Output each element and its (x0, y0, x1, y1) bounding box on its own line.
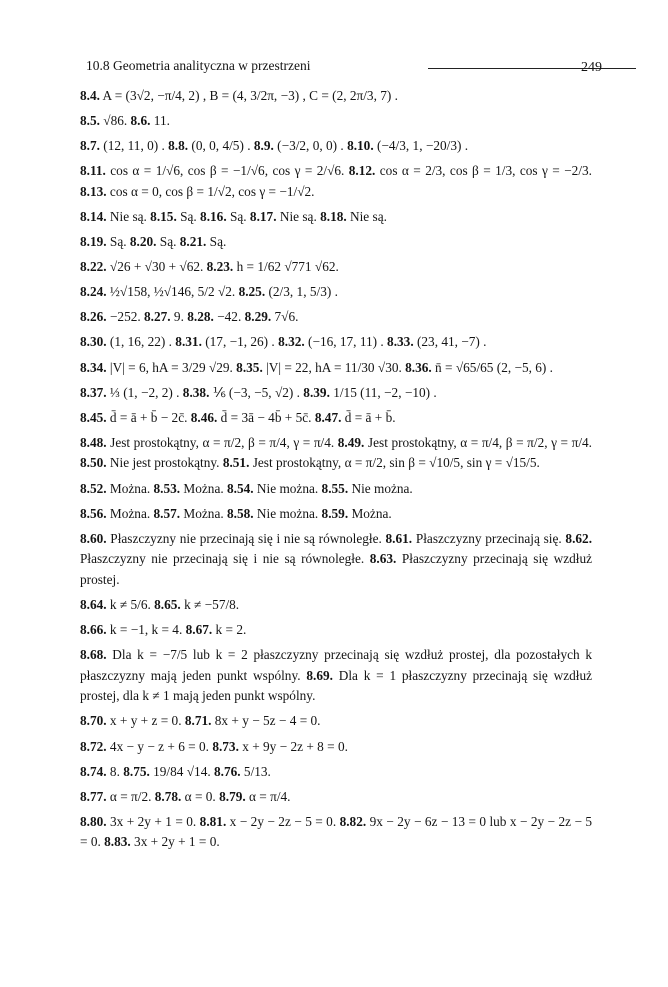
answer-paragraph: 8.72. 4x − y − z + 6 = 0. 8.73. x + 9y − 2z + 8 = 0. (80, 738, 348, 754)
answer-paragraph: 8.7. (12, 11, 0) . 8.8. (0, 0, 4/5) . 8.9. (−3/2, 0, 0) . 8.10. (−4/3, 1, −20/3) . (80, 138, 469, 154)
answer-paragraph: 8.60. Płaszczyzny nie przecinają się i nie są równoległe. 8.61. Płaszczyzny przecinają się. 8.62. Płaszczyzny nie przecinają się i nie są równoległe. 8.63. Płaszczyzny przecinają się wzdłuż prostej. (80, 530, 593, 587)
answers-list (80, 86, 592, 858)
answer-paragraph: 8.80. 3x + 2y + 1 = 0. 8.81. x − 2y − 2z − 5 = 0. 8.82. 9x − 2y − 6z − 13 = 0 lub x − 2y − 2z − 5 = 0. 8.83. 3x + 2y + 1 = 0. (80, 813, 593, 850)
header-rule (428, 68, 636, 69)
answer-paragraph: 8.19. Są. 8.20. Są. 8.21. Są. (80, 234, 227, 250)
answer-paragraph: 8.48. Jest prostokątny, α = π/2, β = π/4, γ = π/4. 8.49. Jest prostokątny, α = π/4, β = π/2, γ = π/4. 8.50. Nie jest prostokątny. 8.51. Jest prostokątny, α = π/2, sin β = √10/5, sin γ = √15/5. (80, 434, 592, 471)
page-number: 249 (581, 60, 602, 75)
section-title: 10.8 Geometria analityczna w przestrzeni (86, 58, 311, 73)
answer-paragraph: 8.64. k ≠ 5/6. 8.65. k ≠ −57/8. (80, 596, 240, 612)
answer-paragraph: 8.68. Dla k = −7/5 lub k = 2 płaszczyzny przecinają się wzdłuż prostej, dla pozostałych k płaszczyzny mają jeden punkt wspólny. 8.69. Dla k = 1 płaszczyzny przecinają się wzdłuż prostej, dla k ≠ 1 mają jeden punkt wspólny. (80, 647, 592, 704)
answer-paragraph: 8.26. −252. 8.27. 9. 8.28. −42. 8.29. 7√6. (80, 309, 299, 325)
answer-paragraph: 8.45. d̄ = ā + b̄ − 2c̄. 8.46. d̄ = 3ā − 4b̄ + 5c̄. 8.47. d̄ = ā + b̄. (80, 409, 396, 425)
answer-paragraph: 8.5. √86. 8.6. 11. (80, 113, 170, 129)
answer-paragraph: 8.52. Można. 8.53. Można. 8.54. Nie można. 8.55. Nie można. (80, 480, 413, 496)
answer-paragraph: 8.77. α = π/2. 8.78. α = 0. 8.79. α = π/4. (80, 788, 291, 804)
page-header (86, 56, 602, 78)
answer-paragraph: 8.14. Nie są. 8.15. Są. 8.16. Są. 8.17. Nie są. 8.18. Nie są. (80, 208, 387, 224)
answer-paragraph: 8.74. 8. 8.75. 19/84 √14. 8.76. 5/13. (80, 763, 271, 779)
answer-paragraph: 8.66. k = −1, k = 4. 8.67. k = 2. (80, 622, 247, 638)
answer-paragraph: 8.37. ⅓ (1, −2, 2) . 8.38. ⅙ (−3, −5, √2) . 8.39. 1/15 (11, −2, −10) . (80, 384, 437, 400)
answer-paragraph: 8.70. x + y + z = 0. 8.71. 8x + y − 5z − 4 = 0. (80, 713, 321, 729)
answer-paragraph: 8.24. ½√158, ½√146, 5/2 √2. 8.25. (2/3, 1, 5/3) . (80, 284, 338, 300)
answer-paragraph: 8.4. A = (3√2, −π/4, 2) , B = (4, 3/2π, −3) , C = (2, 2π/3, 7) . (80, 88, 398, 103)
answer-paragraph: 8.56. Można. 8.57. Można. 8.58. Nie można. 8.59. Można. (80, 505, 392, 521)
answer-paragraph: 8.22. √26 + √30 + √62. 8.23. h = 1/62 √771 √62. (80, 259, 339, 275)
answer-paragraph: 8.30. (1, 16, 22) . 8.31. (17, −1, 26) . 8.32. (−16, 17, 11) . 8.33. (23, 41, −7) . (80, 334, 487, 350)
answer-paragraph: 8.11. cos α = 1/√6, cos β = −1/√6, cos γ = 2/√6. 8.12. cos α = 2/3, cos β = 1/3, cos γ = −2/3. 8.13. cos α = 0, cos β = 1/√2, cos γ = −1/√2. (80, 163, 592, 199)
answer-paragraph: 8.34. |V| = 6, hA = 3/29 √29. 8.35. |V| = 22, hA = 11/30 √30. 8.36. n̄ = √65/65 (2, −5, 6) . (80, 359, 554, 375)
